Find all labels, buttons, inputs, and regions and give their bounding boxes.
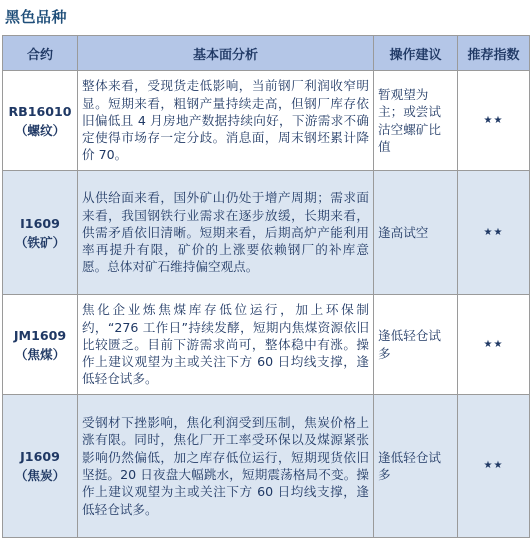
header-row	[3, 36, 530, 71]
table-row-coke	[3, 395, 530, 538]
advice-cell: 暂观望为主；或尝试沽空螺矿比值	[374, 71, 458, 171]
table-row-rebar	[3, 71, 530, 171]
header-rating: 推荐指数	[458, 36, 530, 71]
contract-name: （铁矿）	[14, 234, 66, 250]
contract-cell	[3, 295, 78, 395]
contract-code: JM1609	[13, 327, 67, 343]
contract-name: （螺纹）	[14, 122, 66, 138]
header-analysis: 基本面分析	[78, 36, 374, 71]
contract-cell	[3, 395, 78, 538]
advice-cell: 逢低轻仓试多	[374, 395, 458, 538]
rating-stars: ★★	[458, 171, 530, 295]
analysis-cell: 从供给面来看，国外矿山仍处于增产周期；需求面来看，我国钢铁行业需求在逐步放缓，长期来看，供需矛盾依旧清晰。短期来看，后期高炉产能利用率再提升有限，矿价的上涨要依赖钢厂的补库意愿。总体对矿石维持偏空观点。	[78, 171, 374, 295]
table-row-iron-ore	[3, 171, 530, 295]
contract-cell	[3, 171, 78, 295]
rating-stars: ★★	[458, 71, 530, 171]
contract-code: J1609	[20, 449, 60, 464]
rating-stars: ★★	[458, 295, 530, 395]
analysis-cell: 焦化企业炼焦煤库存低位运行，加上环保制约，“276 工作日”持续发酵，短期内焦煤资源依旧比较匮乏。目前下游需求尚可，整体稳中有涨。操作上建议观望为主或关注下方 60 日均线支撑，逢低轻仓试多。	[78, 295, 374, 395]
futures-table	[2, 35, 530, 538]
contract-name: （焦煤）	[14, 346, 66, 362]
contract-name: （焦炭）	[14, 468, 66, 483]
rating-stars: ★★	[458, 395, 530, 538]
header-contract: 合约	[3, 36, 78, 71]
table-row-coking-coal	[3, 295, 530, 395]
contract-code: I1609	[20, 215, 60, 231]
header-advice: 操作建议	[374, 36, 458, 71]
section-title: 黑色品种	[5, 8, 68, 26]
analysis-cell: 受钢材下挫影响，焦化利润受到压制，焦炭价格上涨有限。同时，焦化厂开工率受环保以及煤源紧张影响仍然偏低，加之库存低位运行，短期现货依旧坚挺。20 日夜盘大幅跳水，短期震荡格局不变。操作上建议观望为主或关注下方 60 日均线支撑，逢低轻仓试多。	[78, 395, 374, 538]
contract-code: RB16010	[8, 103, 72, 119]
advice-cell: 逢低轻仓试多	[374, 295, 458, 395]
advice-cell: 逢高试空	[374, 171, 458, 295]
analysis-cell: 整体来看，受现货走低影响，当前钢厂利润收窄明显。短期来看，粗钢产量持续走高，但钢厂库存依旧偏低且 4 月房地产数据持续向好，下游需求不确定使得市场存一定分歧。消息面，周末钢坯累计降价 70。	[78, 71, 374, 171]
contract-cell	[3, 71, 78, 171]
